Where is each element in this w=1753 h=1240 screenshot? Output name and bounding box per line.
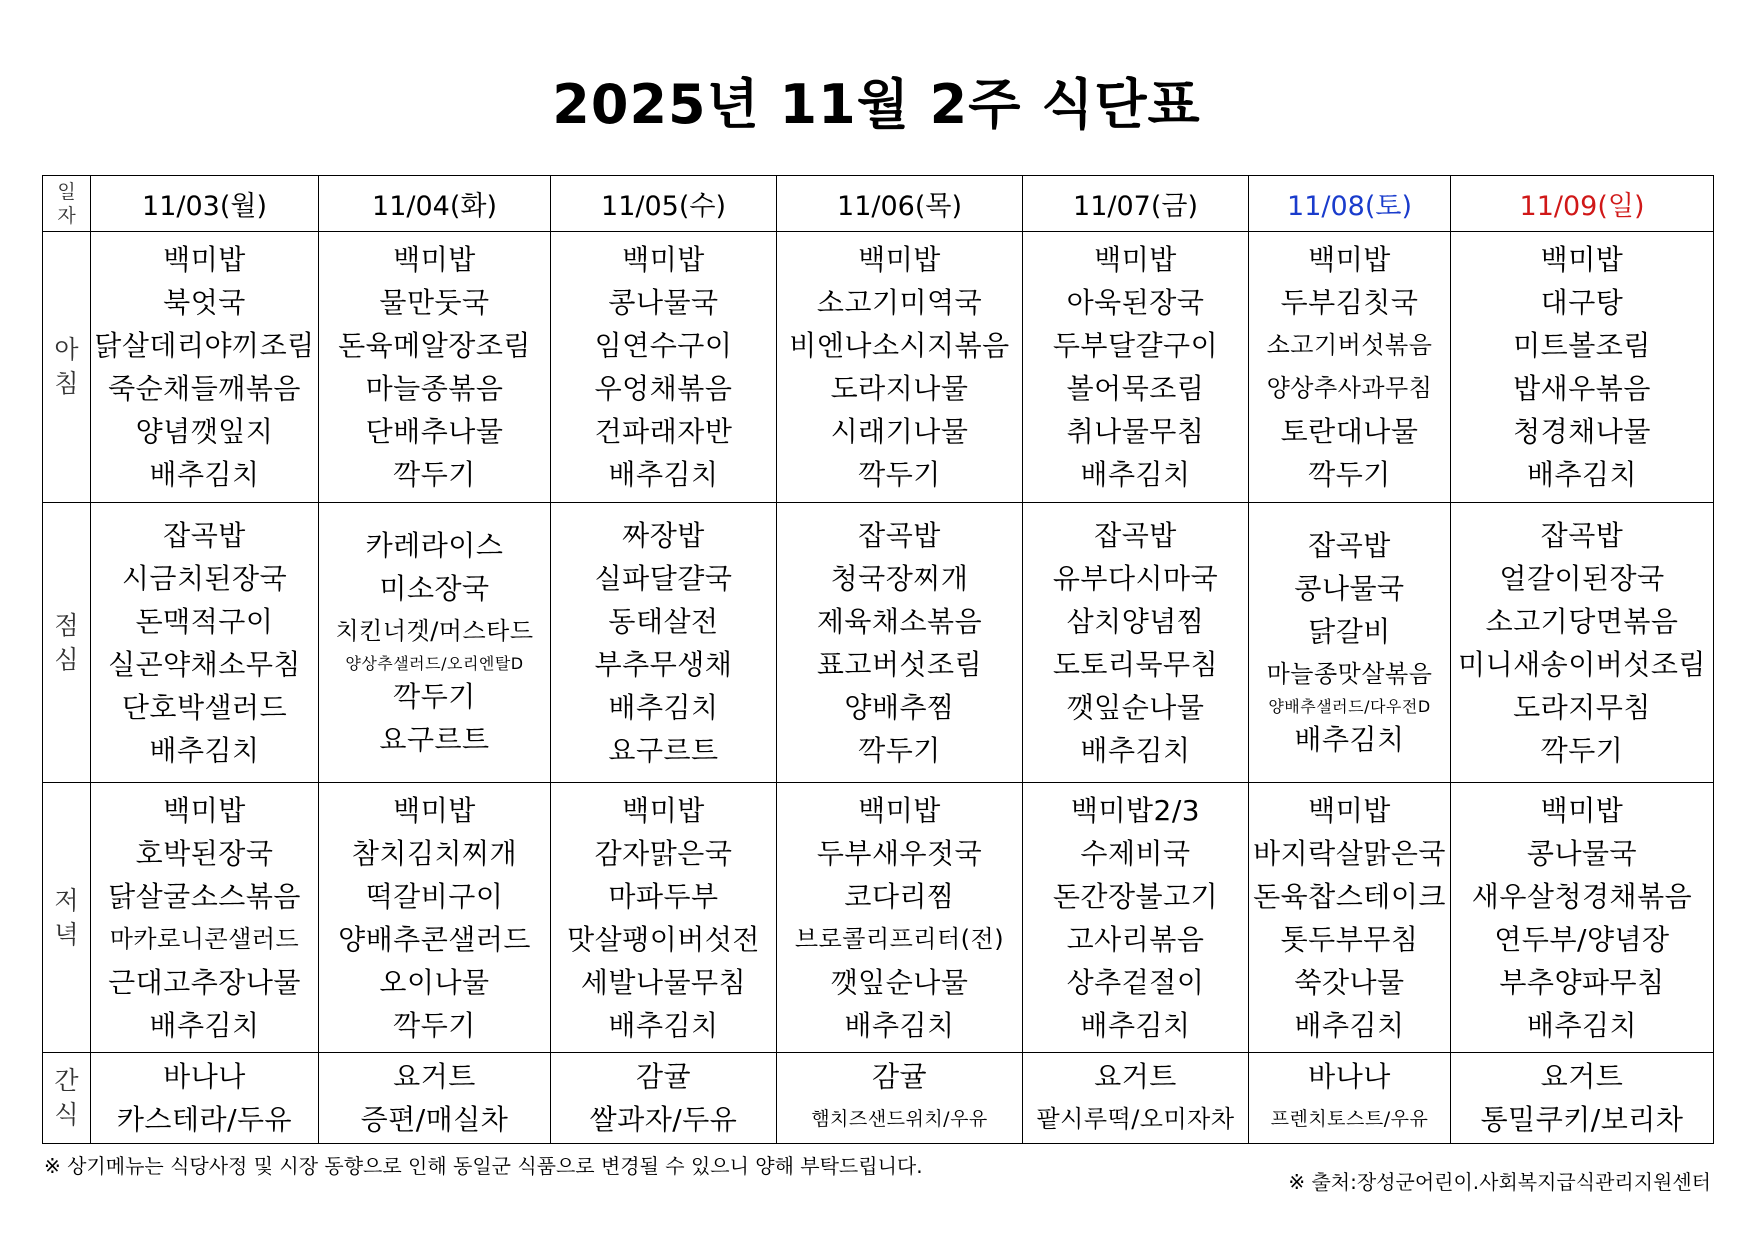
menu-item: 짜장밥 — [622, 518, 705, 552]
day-label: 11/06(목) — [837, 191, 962, 222]
page-title: 2025년 11월 2주 식단표 — [552, 73, 1201, 136]
menu-item: 시래기나물 — [830, 415, 969, 448]
day-label: 11/05(수) — [601, 191, 726, 222]
menu-item: 카레라이스 — [365, 529, 504, 562]
menu-item: 청경채나물 — [1513, 415, 1651, 448]
menu-item: 도라지무침 — [1513, 690, 1651, 724]
menu-item: 참치김치찌개 — [351, 836, 518, 870]
menu-item: 증편/매실차 — [360, 1103, 509, 1136]
menu-item: 감자맑은국 — [594, 836, 733, 870]
menu-item: 부추양파무침 — [1499, 965, 1665, 999]
menu-item: 얼갈이된장국 — [1499, 561, 1665, 595]
menu-cell — [319, 783, 551, 1053]
menu-item: 양배추찜 — [844, 690, 955, 724]
day-header — [551, 176, 777, 232]
menu-cell — [1249, 232, 1451, 503]
menu-item: 백미밥 — [393, 793, 476, 827]
menu-item: 건파래자반 — [594, 415, 733, 448]
menu-item: 배추김치 — [1526, 458, 1638, 491]
menu-item: 소고기미역국 — [816, 286, 983, 319]
menu-cell — [551, 232, 777, 503]
menu-item: 물만둣국 — [379, 286, 490, 319]
menu-item: 요거트 — [1540, 1060, 1624, 1093]
menu-item: 밥새우볶음 — [1513, 372, 1651, 405]
footnote-right: ※ 출처:장성군어린이.사회복지급식관리지원센터 — [1288, 1170, 1711, 1194]
day-label: 11/04(화) — [372, 191, 497, 222]
menu-cell — [777, 503, 1023, 783]
day-header — [777, 176, 1023, 232]
menu-item: 요구르트 — [379, 723, 490, 756]
menu-item: 실파달걀국 — [594, 561, 733, 595]
breakfast-row — [43, 232, 1714, 503]
menu-item: 배추김치 — [608, 690, 719, 724]
menu-item: 돈육찹스테이크 — [1253, 879, 1446, 913]
day-header — [1249, 176, 1451, 232]
menu-item: 도라지나물 — [830, 372, 969, 405]
menu-item: 돈맥적구이 — [135, 604, 274, 638]
menu-item: 동태살전 — [608, 604, 719, 638]
footnote-left: ※ 상기메뉴는 식당사정 및 시장 동향으로 인해 동일군 식품으로 변경될 수 있으니 양해 부탁드립니다. — [44, 1154, 923, 1178]
day-label-sunday: 11/09(일) — [1519, 191, 1645, 222]
menu-item: 잡곡밥 — [1308, 529, 1391, 562]
menu-item: 쌀과자/두유 — [589, 1103, 738, 1136]
menu-item: 양배추콘샐러드 — [338, 922, 531, 956]
menu-item: 돈간장불고기 — [1052, 879, 1219, 913]
menu-item: 두부김칫국 — [1280, 286, 1419, 319]
menu-cell — [1451, 783, 1714, 1053]
meal-label-text: 간 식 — [54, 1066, 79, 1129]
menu-item: 양상추사과무침 — [1266, 374, 1433, 402]
menu-item: 비엔나소시지볶음 — [789, 329, 1010, 362]
menu-item: 백미밥 — [1094, 243, 1177, 276]
meal-label — [43, 232, 91, 503]
menu-item: 팥시루떡/오미자차 — [1036, 1105, 1235, 1133]
menu-cell — [551, 1053, 777, 1144]
menu-item: 새우살청경채볶음 — [1471, 879, 1693, 913]
menu-item: 닭살데리야끼조림 — [94, 329, 315, 362]
menu-item: 단배추나물 — [365, 415, 504, 448]
menu-item: 깍두기 — [858, 733, 941, 767]
menu-item: 배추김치 — [1526, 1008, 1638, 1042]
menu-item: 배추김치 — [1080, 733, 1191, 767]
menu-cell — [1451, 503, 1714, 783]
menu-item: 잡곡밥 — [1094, 518, 1177, 552]
menu-cell — [777, 1053, 1023, 1144]
menu-item: 마늘종맛살볶음 — [1266, 660, 1433, 688]
meal-label-text: 저 녁 — [54, 885, 79, 949]
menu-item: 두부달걀구이 — [1052, 329, 1219, 362]
menu-cell — [1249, 1053, 1451, 1144]
day-header — [1451, 176, 1714, 232]
meal-label-text: 아 침 — [54, 335, 79, 398]
menu-item: 백미밥 — [393, 243, 476, 276]
menu-item: 깍두기 — [393, 680, 476, 713]
menu-item: 백미밥 — [1540, 793, 1624, 827]
menu-item: 취나물무침 — [1066, 415, 1205, 448]
menu-cell — [319, 232, 551, 503]
menu-item: 배추김치 — [844, 1008, 955, 1042]
menu-item: 토란대나물 — [1280, 415, 1419, 448]
menu-cell — [1023, 1053, 1249, 1144]
menu-item: 카스테라/두유 — [116, 1103, 293, 1136]
menu-item: 죽순채들깨볶음 — [108, 372, 301, 405]
day-header — [1023, 176, 1249, 232]
menu-cell — [1249, 503, 1451, 783]
menu-item: 배추김치 — [608, 1008, 719, 1042]
menu-item: 표고버섯조림 — [816, 647, 983, 681]
menu-item: 세발나물무침 — [580, 965, 747, 999]
menu-item: 깍두기 — [393, 1008, 476, 1042]
menu-item: 실곤약채소무침 — [108, 647, 301, 681]
header-row — [43, 176, 1714, 232]
day-label: 11/03(월) — [142, 191, 267, 222]
menu-cell — [1023, 503, 1249, 783]
lunch-row — [43, 503, 1714, 783]
menu-item: 단호박샐러드 — [121, 690, 288, 724]
menu-item: 요구르트 — [608, 733, 719, 767]
menu-item: 백미밥 — [1308, 793, 1391, 827]
menu-item: 잡곡밥 — [858, 518, 941, 552]
menu-item: 배추김치 — [149, 458, 260, 491]
menu-item: 닭살굴소스볶음 — [108, 879, 301, 913]
menu-item: 바지락살맑은국 — [1253, 836, 1446, 870]
menu-item: 콩나물국 — [1526, 836, 1638, 870]
menu-item: 수제비국 — [1080, 836, 1191, 870]
menu-item: 닭갈비 — [1308, 615, 1391, 648]
menu-cell — [1023, 783, 1249, 1053]
menu-item: 소고기버섯볶음 — [1266, 331, 1433, 359]
menu-item: 소고기당면볶음 — [1485, 604, 1679, 638]
menu-item: 요거트 — [1094, 1060, 1177, 1093]
menu-item: 배추김치 — [149, 1008, 260, 1042]
menu-item: 양상추샐러드/오리엔탈D — [345, 654, 524, 673]
menu-item: 두부새우젓국 — [816, 836, 983, 870]
menu-item: 톳두부무침 — [1280, 922, 1419, 956]
menu-item: 유부다시마국 — [1052, 561, 1219, 595]
menu-item: 볼어묵조림 — [1066, 372, 1205, 405]
menu-cell — [91, 232, 319, 503]
menu-cell — [1249, 783, 1451, 1053]
menu-item: 감귤 — [871, 1060, 928, 1093]
menu-item: 삼치양념찜 — [1066, 604, 1205, 638]
menu-item: 백미밥 — [622, 793, 705, 827]
day-header — [91, 176, 319, 232]
menu-table — [42, 175, 1714, 1144]
menu-item: 배추김치 — [1080, 458, 1191, 491]
menu-item: 근대고추장나물 — [108, 965, 301, 999]
day-label: 11/07(금) — [1073, 191, 1198, 222]
menu-item: 배추김치 — [608, 458, 719, 491]
menu-item: 배추김치 — [149, 733, 260, 767]
menu-item: 백미밥 — [1308, 243, 1391, 276]
menu-item: 마파두부 — [608, 879, 719, 913]
menu-item: 백미밥 — [858, 793, 941, 827]
menu-item: 브로콜리프리터(전) — [794, 924, 1005, 953]
menu-cell — [777, 783, 1023, 1053]
menu-cell — [1451, 1053, 1714, 1144]
menu-item: 청국장찌개 — [830, 561, 969, 595]
menu-item: 아욱된장국 — [1066, 286, 1205, 319]
menu-item: 깻잎순나물 — [830, 965, 969, 999]
menu-item: 바나나 — [1308, 1060, 1391, 1093]
menu-item: 시금치된장국 — [121, 561, 288, 595]
menu-item: 백미밥 — [163, 243, 246, 276]
menu-item: 미트볼조림 — [1513, 329, 1651, 362]
menu-item: 백미밥2/3 — [1070, 793, 1201, 827]
menu-item: 부추무생채 — [594, 647, 733, 681]
menu-item: 백미밥 — [622, 243, 705, 276]
menu-item: 상추겉절이 — [1066, 965, 1205, 999]
meal-label — [43, 1053, 91, 1144]
menu-item: 요거트 — [393, 1060, 476, 1093]
menu-item: 북엇국 — [163, 286, 246, 319]
menu-item: 깍두기 — [858, 458, 941, 491]
menu-item: 콩나물국 — [608, 286, 719, 319]
menu-item: 쑥갓나물 — [1294, 965, 1405, 999]
meal-label-text: 점 심 — [54, 610, 79, 674]
menu-item: 오이나물 — [379, 965, 490, 999]
menu-cell — [777, 232, 1023, 503]
menu-item: 돈육메알장조림 — [338, 329, 531, 362]
day-label-saturday: 11/08(토) — [1287, 191, 1412, 222]
menu-item: 바나나 — [163, 1060, 246, 1093]
date-row-label-text: 일 자 — [57, 180, 76, 227]
day-header — [319, 176, 551, 232]
meal-label — [43, 503, 91, 783]
menu-item: 잡곡밥 — [163, 518, 246, 552]
menu-item: 제육채소볶음 — [816, 604, 983, 638]
menu-item: 도토리묵무침 — [1052, 647, 1219, 681]
menu-item: 우엉채볶음 — [594, 372, 733, 405]
menu-item: 호박된장국 — [135, 836, 274, 870]
meal-label — [43, 783, 91, 1053]
menu-cell — [91, 1053, 319, 1144]
menu-item: 통밀쿠키/보리차 — [1480, 1103, 1684, 1136]
menu-cell — [1451, 232, 1714, 503]
menu-item: 햄치즈샌드위치/우유 — [811, 1108, 988, 1130]
menu-item: 마카로니콘샐러드 — [109, 924, 300, 953]
menu-cell — [1023, 232, 1249, 503]
snack-row — [43, 1053, 1714, 1144]
menu-cell — [91, 503, 319, 783]
menu-item: 양배추샐러드/다우전D — [1268, 697, 1431, 716]
menu-item: 배추김치 — [1080, 1008, 1191, 1042]
menu-item: 백미밥 — [858, 243, 941, 276]
menu-item: 백미밥 — [163, 793, 246, 827]
menu-item: 미소장국 — [379, 572, 490, 605]
menu-item: 대구탕 — [1540, 286, 1624, 319]
menu-item: 떡갈비구이 — [365, 879, 504, 913]
menu-cell — [551, 503, 777, 783]
menu-item: 양념깻잎지 — [135, 415, 274, 448]
menu-item: 깍두기 — [1308, 458, 1391, 491]
menu-item: 고사리볶음 — [1066, 922, 1205, 956]
menu-item: 깻잎순나물 — [1066, 690, 1205, 724]
menu-cell — [319, 1053, 551, 1144]
menu-item: 프렌치토스트/우유 — [1270, 1108, 1429, 1130]
menu-item: 배추김치 — [1294, 723, 1405, 756]
menu-item: 맛살팽이버섯전 — [567, 922, 760, 956]
menu-cell — [319, 503, 551, 783]
dinner-row — [43, 783, 1714, 1053]
menu-item: 잡곡밥 — [1540, 518, 1624, 552]
menu-item: 코다리찜 — [844, 879, 955, 913]
menu-item: 연두부/양념장 — [1494, 922, 1670, 956]
menu-item: 미니새송이버섯조림 — [1458, 647, 1706, 681]
menu-item: 깍두기 — [1540, 733, 1624, 767]
menu-item: 임연수구이 — [594, 329, 733, 362]
menu-item: 치킨너겟/머스타드 — [335, 617, 534, 645]
menu-item: 백미밥 — [1540, 243, 1624, 276]
menu-item: 마늘종볶음 — [365, 372, 504, 405]
menu-item: 콩나물국 — [1294, 572, 1405, 605]
menu-item: 깍두기 — [393, 458, 476, 491]
menu-cell — [551, 783, 777, 1053]
menu-cell — [91, 783, 319, 1053]
menu-item: 감귤 — [635, 1060, 692, 1093]
menu-item: 배추김치 — [1294, 1008, 1405, 1042]
date-row-label — [43, 176, 91, 232]
